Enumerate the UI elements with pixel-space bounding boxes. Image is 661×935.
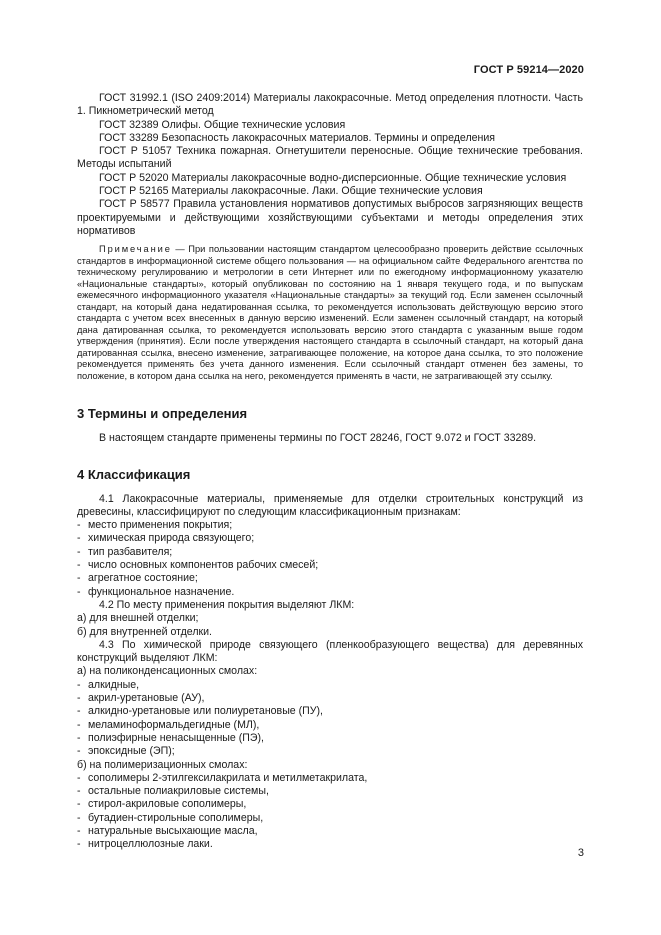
ref-item: ГОСТ 31992.1 (ISO 2409:2014) Материалы лакокрасочные. Метод определения плотности. Часть 1. Пикнометрический метод [77,92,583,118]
section-3-heading: 3 Термины и определения [77,406,248,422]
list-item: - полиэфирные ненасыщенные (ПЭ), [77,732,583,745]
clause-4-3-a-list [77,679,583,759]
page-number: 3 [577,847,584,859]
page-content [77,92,583,852]
list-item: - агрегатное состояние; [77,572,583,585]
ref-item: ГОСТ Р 52165 Материалы лакокрасочные. Лаки. Общие технические условия [99,185,483,198]
clause-4-2-a: а) для внешней отделки; [77,612,199,625]
section-3-text: В настоящем стандарте применены термины по ГОСТ 28246, ГОСТ 9.072 и ГОСТ 33289. [99,432,537,445]
clause-4-3-a: а) на поликонденсационных смолах: [77,665,258,678]
list-item: - место применения покрытия; [77,519,583,532]
note-text: — При пользовании настоящим стандартом целесообразно проверить действие ссылочных стандартов в информационной системе общего пользования — на официальном сайте Федерального агентства по техническому регулированию и метрологии в сети Интернет или по ежегодному информационному указателю «Национальные стандарты», который опубликован по состоянию на 1 января текущего года, и по выпускам ежемесячного информационного указателя «Национальные стандарты» за текущий год. Если заменен ссылочный стандарт, на который дана недатированная ссылка, то рекомендуется использовать действующую версию этого стандарта с учетом всех внесенных в данную версию изменений. Если заменен ссылочный стандарт, на который дана датированная ссылка, то рекомендуется использовать версию этого стандарта с указанным выше годом утверждения (принятия). Если после утверждения настоящего стандарта в ссылочный стандарт, на который дана датированная ссылка, внесено изменение, затрагивающее положение, на которое дана ссылка, то это положение рекомендуется применять без учета данного изменения. Если ссылочный стандарт отменен без замены, то положение, в котором дана ссылка на него, рекомендуется применять в части, не затрагивающей эту ссылку. [77,244,583,381]
list-item: - функциональное назначение. [77,586,583,599]
list-item: - эпоксидные (ЭП); [77,745,583,758]
note-paragraph [77,244,583,382]
clause-4-3-b: б) на полимеризационных смолах: [77,758,248,771]
list-item: - химическая природа связующего; [77,532,583,545]
clause-4-2-b: б) для внутренней отделки. [77,625,213,638]
list-item: - натуральные высыхающие масла, [77,825,583,838]
list-item: - бутадиен-стирольные сополимеры, [77,812,583,825]
list-item: - остальные полиакриловые системы, [77,785,583,798]
list-item: - алкидные, [77,679,583,692]
clause-4-3: 4.3 По химической природе связующего (пленкообразующего вещества) для деревянных конструкций выделяют ЛКМ: [77,638,583,665]
list-item: - число основных компонентов рабочих смесей; [77,559,583,572]
ref-item: ГОСТ 33289 Безопасность лакокрасочных материалов. Термины и определения [99,131,496,144]
list-item: - сополимеры 2-этилгексилакрилата и метилметакрилата, [77,772,583,785]
clause-4-3-b-list [77,772,583,852]
note-label: Примечание [99,244,172,255]
clause-4-1: 4.1 Лакокрасочные материалы, применяемые для отделки строительных конструкций из древесины, классифицируют по следующим классификационным признакам: [77,492,583,518]
ref-item: ГОСТ Р 51057 Техника пожарная. Огнетушители переносные. Общие технические требования. Методы испытаний [77,145,583,171]
ref-item: ГОСТ Р 58577 Правила установления нормативов допустимых выбросов загрязняющих веществ проектируемыми и действующими хозяйствующими субъектами и методы определения этих нормативов [77,198,583,237]
ref-item: ГОСТ Р 52020 Материалы лакокрасочные водно-дисперсионные. Общие технические условия [99,171,567,184]
document-header: ГОСТ Р 59214—2020 [473,64,584,76]
list-item: - акрил-уретановые (АУ), [77,692,583,705]
clause-4-1-list [77,519,583,599]
list-item: - стирол-акриловые сополимеры, [77,798,583,811]
list-item: - меламиноформальдегидные (МЛ), [77,719,583,732]
clause-4-2: 4.2 По месту применения покрытия выделяют ЛКМ: [99,598,355,611]
list-item: - тип разбавителя; [77,546,583,559]
list-item: - нитроцеллюлозные лаки. [77,838,583,851]
list-item: - алкидно-уретановые или полиуретановые (ПУ), [77,705,583,718]
ref-item: ГОСТ 32389 Олифы. Общие технические условия [99,118,346,131]
section-4-heading: 4 Классификация [77,466,191,482]
